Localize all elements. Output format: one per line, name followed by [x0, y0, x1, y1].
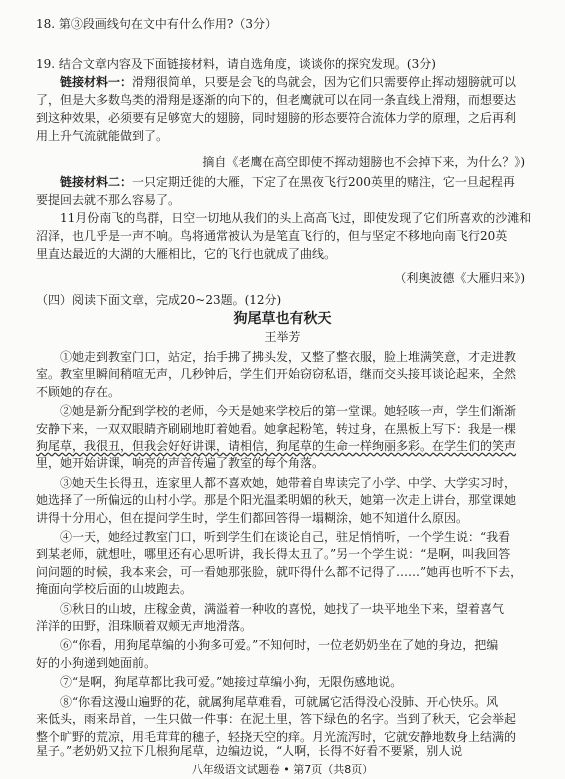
paragraph-line: ⑥“你看，用狗尾草编的小狗多可爱。”不知何时，一位老奶奶坐在了她的身边，把编 [60, 638, 499, 653]
link-material-2-label: 链接材料二： [60, 175, 133, 189]
section-4-header: （四）阅读下面文章，完成20~23题。(12分) [36, 293, 282, 307]
paragraph-line: 讲得十分用心，但在提问学生时，学生们都回答得一塌糊涂，她不知道什么原因。 [36, 510, 469, 525]
paragraph-line-underlined: 狗尾草，我很丑，但我会好好讲课，请相信，狗尾草的生命一样绚丽多彩。在学生们的笑声 [36, 439, 517, 453]
paragraph-line: 洋洋的田野，泪珠顺着双颊无声地滑落。 [36, 619, 253, 633]
paragraph-line: ①她走到教室门口，站定，抬手拂了拂头发，又整了整衣服，脸上堆满笑意，才走进教 [60, 350, 517, 364]
paragraph-line: ⑦“是啊，狗尾草都比我可爱。”她接过草编小狗，无限伤感地说。 [60, 675, 403, 690]
link-material-2-line: 11月份南飞的鸟群，日空一切地从我们的头上高高飞过，即使发现了它们所喜欢的沙滩和 [60, 211, 532, 225]
paragraph-line: 室。教室里瞬间稍喧无声，几秒钟后，学生们开始窃窃私语，继而交头接耳谈论起来，全然 [36, 367, 517, 382]
paragraph-line: 来低头，雨来昂首，一生只做一件事：在泥土里，答下绿色的名字。当到了秋天，它会举起 [36, 712, 517, 726]
paragraph-line: 到某老师，就想吐，哪里还有心思听讲，我长得太丑了。”另一个学生说：“是啊，叫我回答 [36, 547, 511, 562]
paragraph-line: 整个旷野的荒凉，用毛茸茸的穗子，轻挠天空的痒。月光流泻时，它就安静地数身上结满的 [36, 730, 517, 744]
link-material-1-source: 摘自《老鹰在高空即使不挥动翅膀也不会掉下来，为什么？》) [202, 155, 525, 169]
link-material-1-label: 链接材料一： [60, 75, 133, 89]
paragraph-line: 里，她开始讲课，响亮的声音传遍了教室的每个角落。 [36, 456, 325, 471]
link-material-1 [60, 76, 516, 89]
paragraph-line: ⑤秋日的山坡，庄稼金黄，满溢着一种收的喜悦，她找了一块平地坐下来，望着喜气 [60, 601, 505, 616]
paragraph-line: 安静下来，一双双眼睛齐刷刷地盯着她看。她拿起粉笔，转过身，在黑板上写下：我是一棵 [36, 421, 517, 436]
link-material-1-line: 用上升气流就能做到了。 [36, 129, 169, 143]
link-material-2-line: 一只定期迁徙的大雁，下定了在黑夜飞行200英里的赌注，它一旦起程再 [132, 175, 515, 189]
paragraph-line: ②她是新分配到学校的老师，今天是她来学校后的第一堂课。她轻咳一声，学生们渐渐 [60, 404, 517, 419]
link-material-1-line: 到这种效果，必须要有足够宽大的翅膀，同时翅膀的形态要符合流体力学的原理，之后再利 [36, 111, 517, 125]
question-18: 18. 第③段画线句在文中有什么作用?（3分） [36, 17, 277, 31]
paragraph-line: 问问题的时候，我本来会，可一看她那张脸，就吓得什么都不记得了……”她再也听不下去， [36, 564, 523, 579]
link-material-1-line: 了，但是大多数鸟类的滑翔是逐渐的向下的，但老鹰就可以在同一条直线上滑翔，而想要达 [36, 93, 517, 107]
paragraph-line: 她选择了一所偏远的山村小学。那是个阳光温柔明媚的秋天，她第一次走上讲台，那堂课她 [36, 493, 517, 508]
paragraph-line: 掩面向学校后面的山坡跑去。 [36, 582, 193, 597]
link-material-1-line: 滑翔很简单，只要是会飞的鸟就会，因为它们只需要停止挥动翅膀就可以 [132, 75, 517, 89]
link-material-2-line: 里直达最近的大湖的大雁相比，它的飞行也就成了曲线。 [36, 247, 337, 261]
paragraph-line: ④一天，她经过教室门口，听到学生们在谈论自己，驻足悄悄听，一个学生说：“我看 [60, 530, 511, 544]
paragraph-line: 好的小狗递到她面前。 [36, 655, 157, 670]
paragraph-line: ⑧“你看这漫山遍野的花，就属狗尾草难看，可就属它活得没心没肺、开心快乐。风 [60, 694, 499, 709]
link-material-2-line: 要提回去就不那么容易了。 [36, 193, 181, 207]
article-title: 狗尾草也有秋天 [233, 311, 332, 327]
link-material-2-line: 沼泽，也几乎是一声不响。鸟将通常被认为是笔直飞行的，但与坚定不移地向南飞行20英 [36, 229, 508, 243]
question-19: 19. 结合文章内容及下面链接材料，请自选角度，谈谈你的探究发现。(3分) [36, 57, 436, 71]
paragraph-line: ③她天生长得丑，连家里人都不喜欢她，她带着自卑读完了小学、中学、大学实习时， [60, 475, 517, 490]
link-material-2-source: （利奥波德《大雁归来》) [394, 271, 525, 285]
paragraph-line: 星子。”老奶奶又拉下几根狗尾草，边编边说，“人啊，长得不好看不要紧，别人说 [36, 744, 463, 758]
article-author: 王举芳 [264, 330, 301, 344]
paragraph-line: 不顾她的存在。 [36, 384, 121, 399]
page-footer: 八年级语文试题卷 • 第7页（共8页） [191, 763, 374, 776]
link-material-2 [60, 176, 515, 189]
